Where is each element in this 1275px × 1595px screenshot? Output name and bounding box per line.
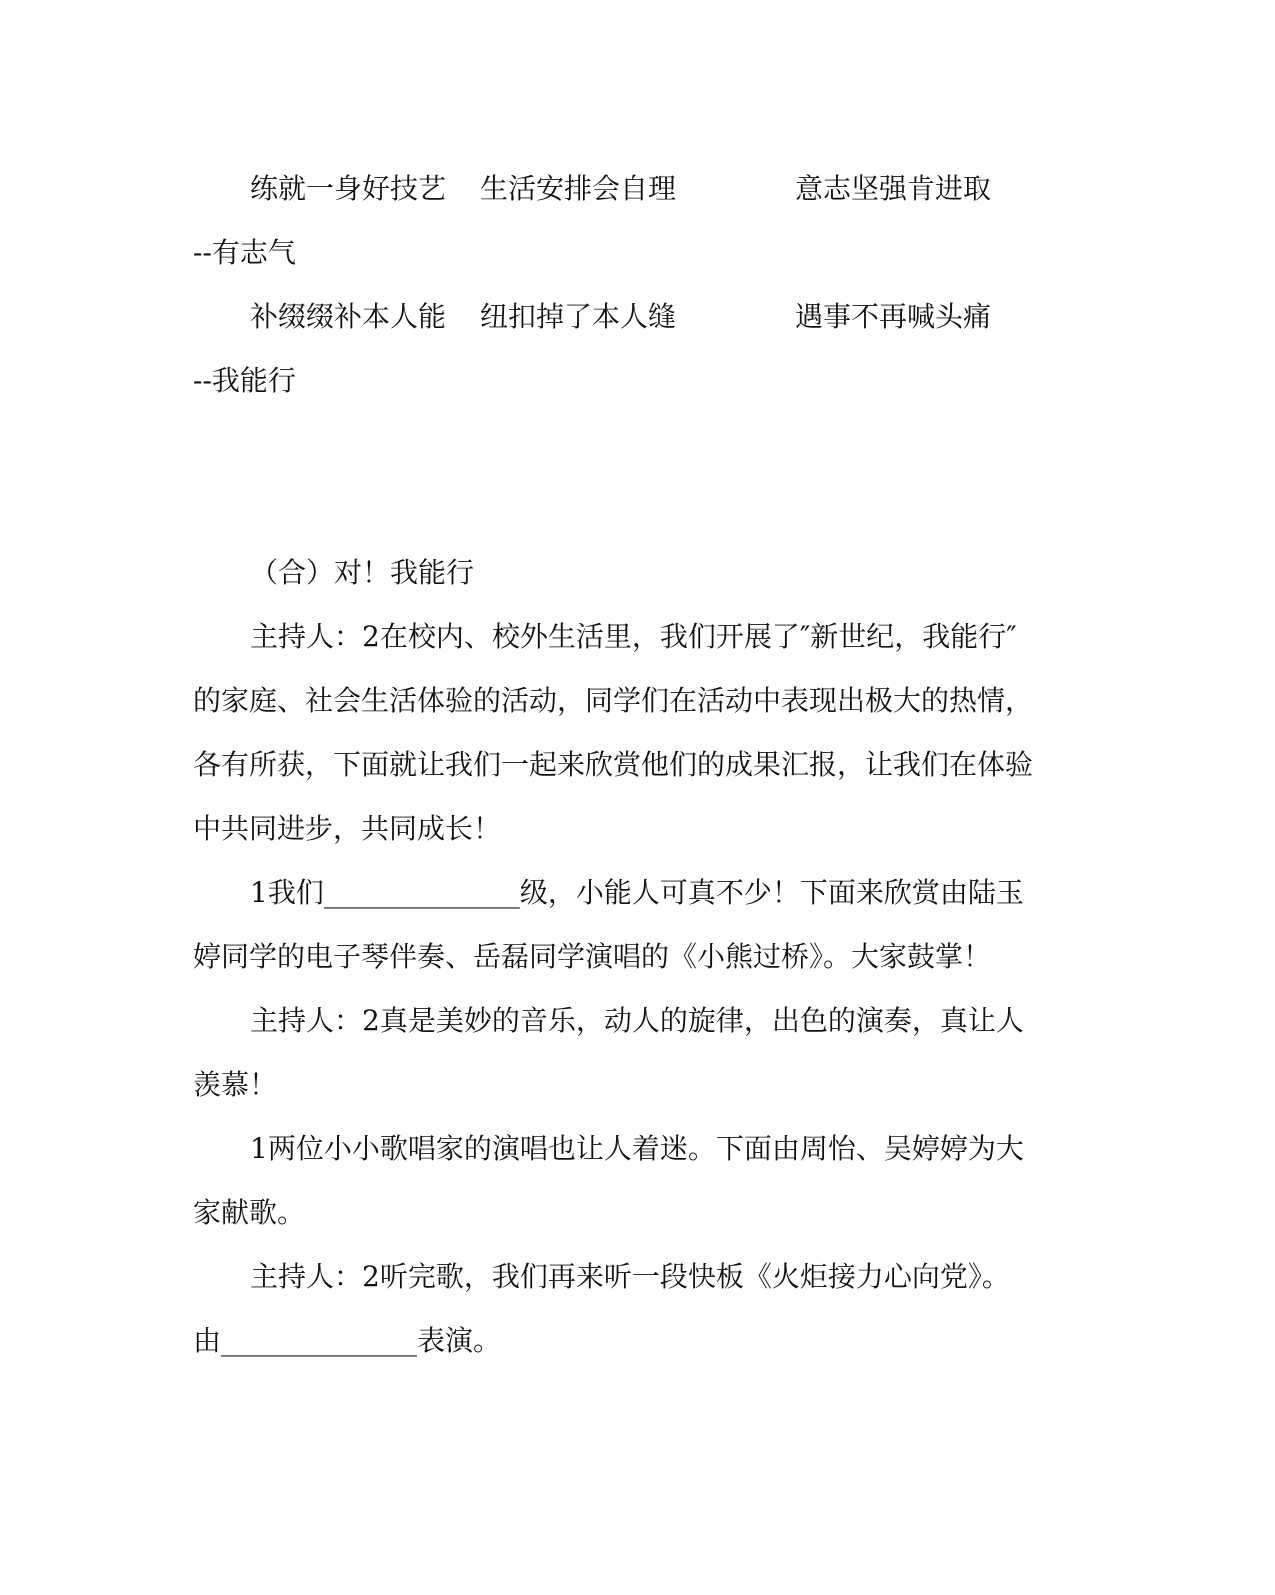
paragraph-line: 中共同进步，共同成长！ bbox=[193, 812, 502, 845]
paragraph-line: 羡慕！ bbox=[193, 1068, 278, 1101]
poem-row2-phrase-b: 纽扣掉了本人缝 bbox=[480, 300, 677, 333]
paragraph-line: 家献歌。 bbox=[193, 1196, 306, 1229]
paragraph-line: 1两位小小歌唱家的演唱也让人着迷。下面由周怡、吴婷婷为大 bbox=[250, 1132, 1024, 1165]
paragraph-line: 各有所获，下面就让我们一起来欣赏他们的成果汇报，让我们在体验 bbox=[193, 748, 1034, 781]
poem-row1-tail: --有志气 bbox=[193, 236, 296, 269]
poem-row2-tail: --我能行 bbox=[193, 364, 296, 397]
paragraph-line: 的家庭、社会生活体验的活动，同学们在活动中表现出极大的热情， bbox=[193, 684, 1034, 717]
poem-row2-phrase-c: 遇事不再喊头痛 bbox=[795, 300, 992, 333]
paragraph-line: 婷同学的电子琴伴奏、岳磊同学演唱的《小熊过桥》。大家鼓掌！ bbox=[193, 940, 992, 973]
paragraph-line: 由______________表演。 bbox=[193, 1324, 502, 1357]
paragraph-line: 1我们______________级，小能人可真不少！下面来欣赏由陆玉 bbox=[250, 876, 1024, 909]
poem-row2-phrase-a: 补缀缀补本人能 bbox=[250, 300, 447, 333]
poem-row1-phrase-b: 生活安排会自理 bbox=[480, 172, 677, 205]
paragraph-line: 主持人：2在校内、校外生活里，我们开展了″新世纪，我能行″ bbox=[250, 620, 1017, 653]
poem-row1-phrase-a: 练就一身好技艺 bbox=[250, 172, 447, 205]
chorus-line: （合）对！我能行 bbox=[250, 556, 475, 589]
paragraph-line: 主持人：2听完歌，我们再来听一段快板《火炬接力心向党》。 bbox=[250, 1260, 1010, 1293]
paragraph-line: 主持人：2真是美妙的音乐，动人的旋律，出色的演奏，真让人 bbox=[250, 1004, 1024, 1037]
poem-row1-phrase-c: 意志坚强肯进取 bbox=[795, 172, 992, 205]
